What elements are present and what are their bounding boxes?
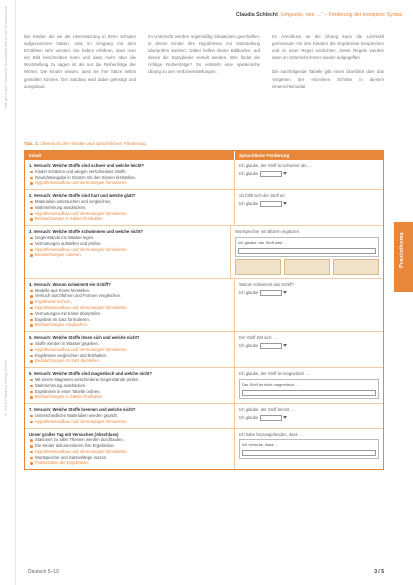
table-row xyxy=(25,428,383,470)
row-bullet: Beobachtungen vergleichen. xyxy=(29,322,230,328)
answer-input-line xyxy=(239,415,379,421)
content-table xyxy=(24,150,384,470)
left-strip-bottom-text: © 2016 Friedrich Verlag GmbH xyxy=(3,360,8,417)
table-cell-inhalt xyxy=(25,279,235,331)
row-question: 7. Versuch: Welche Stoffe brennen und welche nicht? xyxy=(29,407,136,413)
table-cell-inhalt xyxy=(25,429,235,470)
table-header xyxy=(25,151,383,160)
answer-input-line xyxy=(239,343,379,349)
table-row xyxy=(25,225,383,278)
answer-input-label: Ich glaube xyxy=(239,170,259,176)
answer-dropdown[interactable] xyxy=(260,171,282,177)
answer-input-line xyxy=(239,290,379,296)
material-image xyxy=(235,259,281,275)
table-cell-foerderung xyxy=(235,332,383,367)
row-question: 5. Versuch: Welche Stoffe lösen sich und welche nicht? xyxy=(29,335,140,341)
table-caption xyxy=(24,142,146,147)
table-cell-foerderung xyxy=(231,226,383,278)
table-cell-foerderung xyxy=(235,279,383,331)
table-cell-inhalt xyxy=(25,160,235,189)
row-answer: Ich glaube, der Stoff ist magnetisch … xyxy=(239,371,310,377)
table-row xyxy=(25,189,383,225)
page-number: 3 / 5 xyxy=(374,569,384,575)
material-image xyxy=(333,259,379,275)
answer-box xyxy=(239,379,379,399)
table-row xyxy=(25,331,383,367)
chevron-down-icon xyxy=(283,344,287,347)
answer-input-line xyxy=(239,171,379,177)
answer-dropdown[interactable] xyxy=(260,343,282,349)
row-bullet: Versuch durchführen und Formen vergleichen. xyxy=(29,293,230,299)
row-bullet: Hypothesenaufbau und Vermutungen formulieren. xyxy=(29,180,230,186)
header-title: „Umgucke, nee …“ – Förderung der komplexe Syntax xyxy=(279,12,403,18)
row-question: Unser großer Tag mit Versuchen (Abschluss) xyxy=(29,431,119,437)
answer-box xyxy=(239,439,379,459)
intro-columns xyxy=(24,33,384,123)
page-footer xyxy=(24,569,384,579)
row-answer: Wortspeicher mit Bildern ergänzen xyxy=(235,229,300,235)
image-row xyxy=(235,259,379,275)
row-bullet: Wahrnehmung ausdrücken. xyxy=(29,205,230,211)
answer-input-label: Ich glaube xyxy=(239,289,259,295)
row-question: 1. Versuch: Welche Stoffe sind schwer und welche leicht? xyxy=(29,163,145,168)
row-bullet: Kinder schätzen und wiegen verschiedene Stoffe. xyxy=(29,169,230,175)
table-row xyxy=(25,403,383,427)
row-answer: Ich habe herausgefunden, dass … xyxy=(239,431,304,437)
row-question: 2. Versuch: Welche Stoffe sind hart und welche glatt? xyxy=(29,193,136,199)
row-bullet: Ergebnisse vergleichen und festhalten. xyxy=(29,353,230,359)
left-strip-top-text: Wie geht das? Deutsch-Schwerpunkte in der Grundschule xyxy=(3,6,8,109)
table-cell-inhalt xyxy=(25,226,231,278)
row-bullet: Hypothesenaufbau und Vermutungen formulieren. xyxy=(29,347,230,353)
row-bullet: Ergebnis im Satz formulieren. xyxy=(29,317,230,323)
row-bullet: Hypothesenaufbau und Vermutungen formulieren. xyxy=(29,305,230,311)
answer-dropdown[interactable] xyxy=(260,201,282,207)
table-cell-foerderung xyxy=(235,160,383,189)
table-cell-foerderung xyxy=(235,368,383,403)
table-row xyxy=(25,160,383,189)
chevron-down-icon xyxy=(283,291,287,294)
table-cell-foerderung xyxy=(235,404,383,427)
table-cell-inhalt xyxy=(25,404,235,427)
table-row xyxy=(25,278,383,331)
row-bullet: Wortspeicher und Satzanfänge nutzen. xyxy=(29,455,230,461)
row-answer: So fühlt sich der Stoff an: xyxy=(239,193,286,199)
answer-input-line xyxy=(239,201,379,207)
table-caption-label: Tab. 1: xyxy=(24,142,40,147)
row-bullet: Die Kinder dokumentieren ihre Ergebnisse. xyxy=(29,443,230,449)
answer-box-text: Ich vermute, dass … xyxy=(242,442,279,448)
side-tab-praxisthema[interactable] xyxy=(394,222,413,292)
chevron-down-icon xyxy=(283,202,287,205)
row-bullet: Gegenstände ins Wasser legen. xyxy=(29,235,226,241)
row-bullet: Unterschiedliche Materialien werden geprüft. xyxy=(29,413,230,419)
row-bullet: Beobachtungen im Satz darstellen. xyxy=(29,358,230,364)
answer-box xyxy=(235,237,379,257)
intro-column-1: Die Kinder, die wir als Unterstützung in Ihren Schulen aufgenommen haben, sind im Umgang mit dem Erzählten sehr versiert. Sie haben erfahren, dass man ein Bild beschreiben kann und dass mehr über die Wortstellung zu sagen ist als nur die Reihenfolge der Wörter. Die Kinder wissen, dass sie ihre Sätze selbst gestalten können. Der Satzbau wird dabei gefestigt und ausgebaut. xyxy=(24,34,136,89)
row-bullet: Mit einem Magneten verschiedene Gegenstände prüfen. xyxy=(29,377,230,383)
table-cell-inhalt xyxy=(25,332,235,367)
chevron-down-icon xyxy=(283,172,287,175)
row-answer: Ich glaube, der Stoff ist schwerer als … xyxy=(239,163,312,168)
row-bullet: Ergebnisse sichern. xyxy=(29,299,230,305)
row-bullet: Beobachtungen notieren. xyxy=(29,252,226,258)
left-margin-strip xyxy=(0,0,16,585)
answer-box-text: Ich glaube, der Stoff wird … xyxy=(238,239,288,245)
answer-dropdown[interactable] xyxy=(260,290,282,296)
answer-input-label: Ich glaube xyxy=(239,201,259,207)
row-answer: Der Stoff löst sich … xyxy=(239,335,278,341)
row-bullet: Hypothesenaufbau und Vermutungen formulieren. xyxy=(29,211,230,217)
row-bullet: Stoffe werden in Wasser gegeben. xyxy=(29,341,230,347)
row-bullet: Materialien untersuchen und vergleichen. xyxy=(29,199,230,205)
answer-dropdown[interactable] xyxy=(260,415,282,421)
page-header xyxy=(236,12,402,18)
chevron-down-icon xyxy=(283,416,287,419)
material-image xyxy=(284,259,330,275)
answer-input-label: Ich glaube xyxy=(239,415,259,421)
intro-column-3: Im Anschluss an die Übung kann die Lehrkraft gemeinsam mit den Kindern die Ergebnisse besprechen und zu einer Regel verdichten. Diese Regeln werden dann im Unterricht immer wieder aufgegriffen. Die nachfolgende Tabelle gibt einen Überblick über das Vorgehen der einzelnen Schritte in diesem Unterrichtsmodul. xyxy=(272,34,384,89)
intro-column-2: Im Unterricht werden regelmäßig Situationen geschaffen, in denen Kinder ihre Hypothesen zur Satzstellung überprüfen können. Dabei helfen kleine Bildkarten, auf denen die Satzglieder verteilt werden. Wer findet die richtige Reihenfolge? So entsteht eine spielerische Übung zu den Verbzweitstellungen. xyxy=(148,34,260,75)
row-question: 6. Versuch: Welche Stoffe sind magnetisch und welche nicht? xyxy=(29,371,153,377)
answer-box-input[interactable] xyxy=(242,450,376,456)
side-tab-label: Praxisthema xyxy=(399,232,405,269)
row-bullet: Präsentation der Ergebnisse. xyxy=(29,460,230,466)
row-answer: Warum schwimmt das Schiff? xyxy=(239,281,294,287)
row-bullet: Hypothesenaufbau und Vermutungen formulieren. xyxy=(29,449,230,455)
row-bullet: Ergebnisse in einer Tabelle ordnen. xyxy=(29,389,230,395)
table-header-inhalt: Inhalt xyxy=(25,151,235,160)
row-bullet: Modelle aus Knete herstellen. xyxy=(29,288,230,294)
row-question: 4. Versuch: Warum schwimmt ein Schiff? xyxy=(29,281,111,287)
answer-box-text: Der Stoff ist nicht magnetisch … xyxy=(242,381,300,387)
row-answer: Ich glaube, der Stoff brennt … xyxy=(239,407,295,413)
table-caption-text: Übersicht der Inhalte und sprachlichen Förderung xyxy=(40,142,146,147)
table-header-foerderung: Sprachliche Förderung xyxy=(239,153,290,158)
row-bullet: Beobachtungen in Sätzen festhalten. xyxy=(29,394,230,400)
row-bullet: Vermutungen aufstellen und prüfen. xyxy=(29,241,226,247)
answer-box-input[interactable] xyxy=(238,248,376,254)
row-bullet: Wahrnehmung ausdrücken. xyxy=(29,383,230,389)
answer-box-input[interactable] xyxy=(242,390,376,396)
table-row xyxy=(25,367,383,403)
row-bullet: Stationen zu allen Themen werden durchlaufen. xyxy=(29,437,230,443)
table-cell-inhalt xyxy=(25,368,235,403)
row-bullet: Hypothesenaufbau und Vermutungen formulieren. xyxy=(29,419,230,425)
footer-left: Deutsch 5–10 xyxy=(28,569,59,575)
row-bullet: Gewichtsangabe in Gramm mit den Sinnen feststellen. xyxy=(29,175,230,181)
answer-input-label: Ich glaube xyxy=(239,343,259,349)
header-author: Claudia Schlecht xyxy=(236,12,278,18)
row-question: 3. Versuch: Welche Stoffe schwimmen und welche nicht? xyxy=(29,229,143,235)
table-cell-foerderung xyxy=(235,429,383,470)
row-bullet: Beobachtungen in Sätzen festhalten. xyxy=(29,216,230,222)
table-cell-foerderung xyxy=(235,190,383,225)
row-bullet: Vermutungen mit Knete überprüfen. xyxy=(29,311,230,317)
row-bullet: Hypothesenaufbau und Vermutungen formulieren. xyxy=(29,247,226,253)
table-cell-inhalt xyxy=(25,190,235,225)
